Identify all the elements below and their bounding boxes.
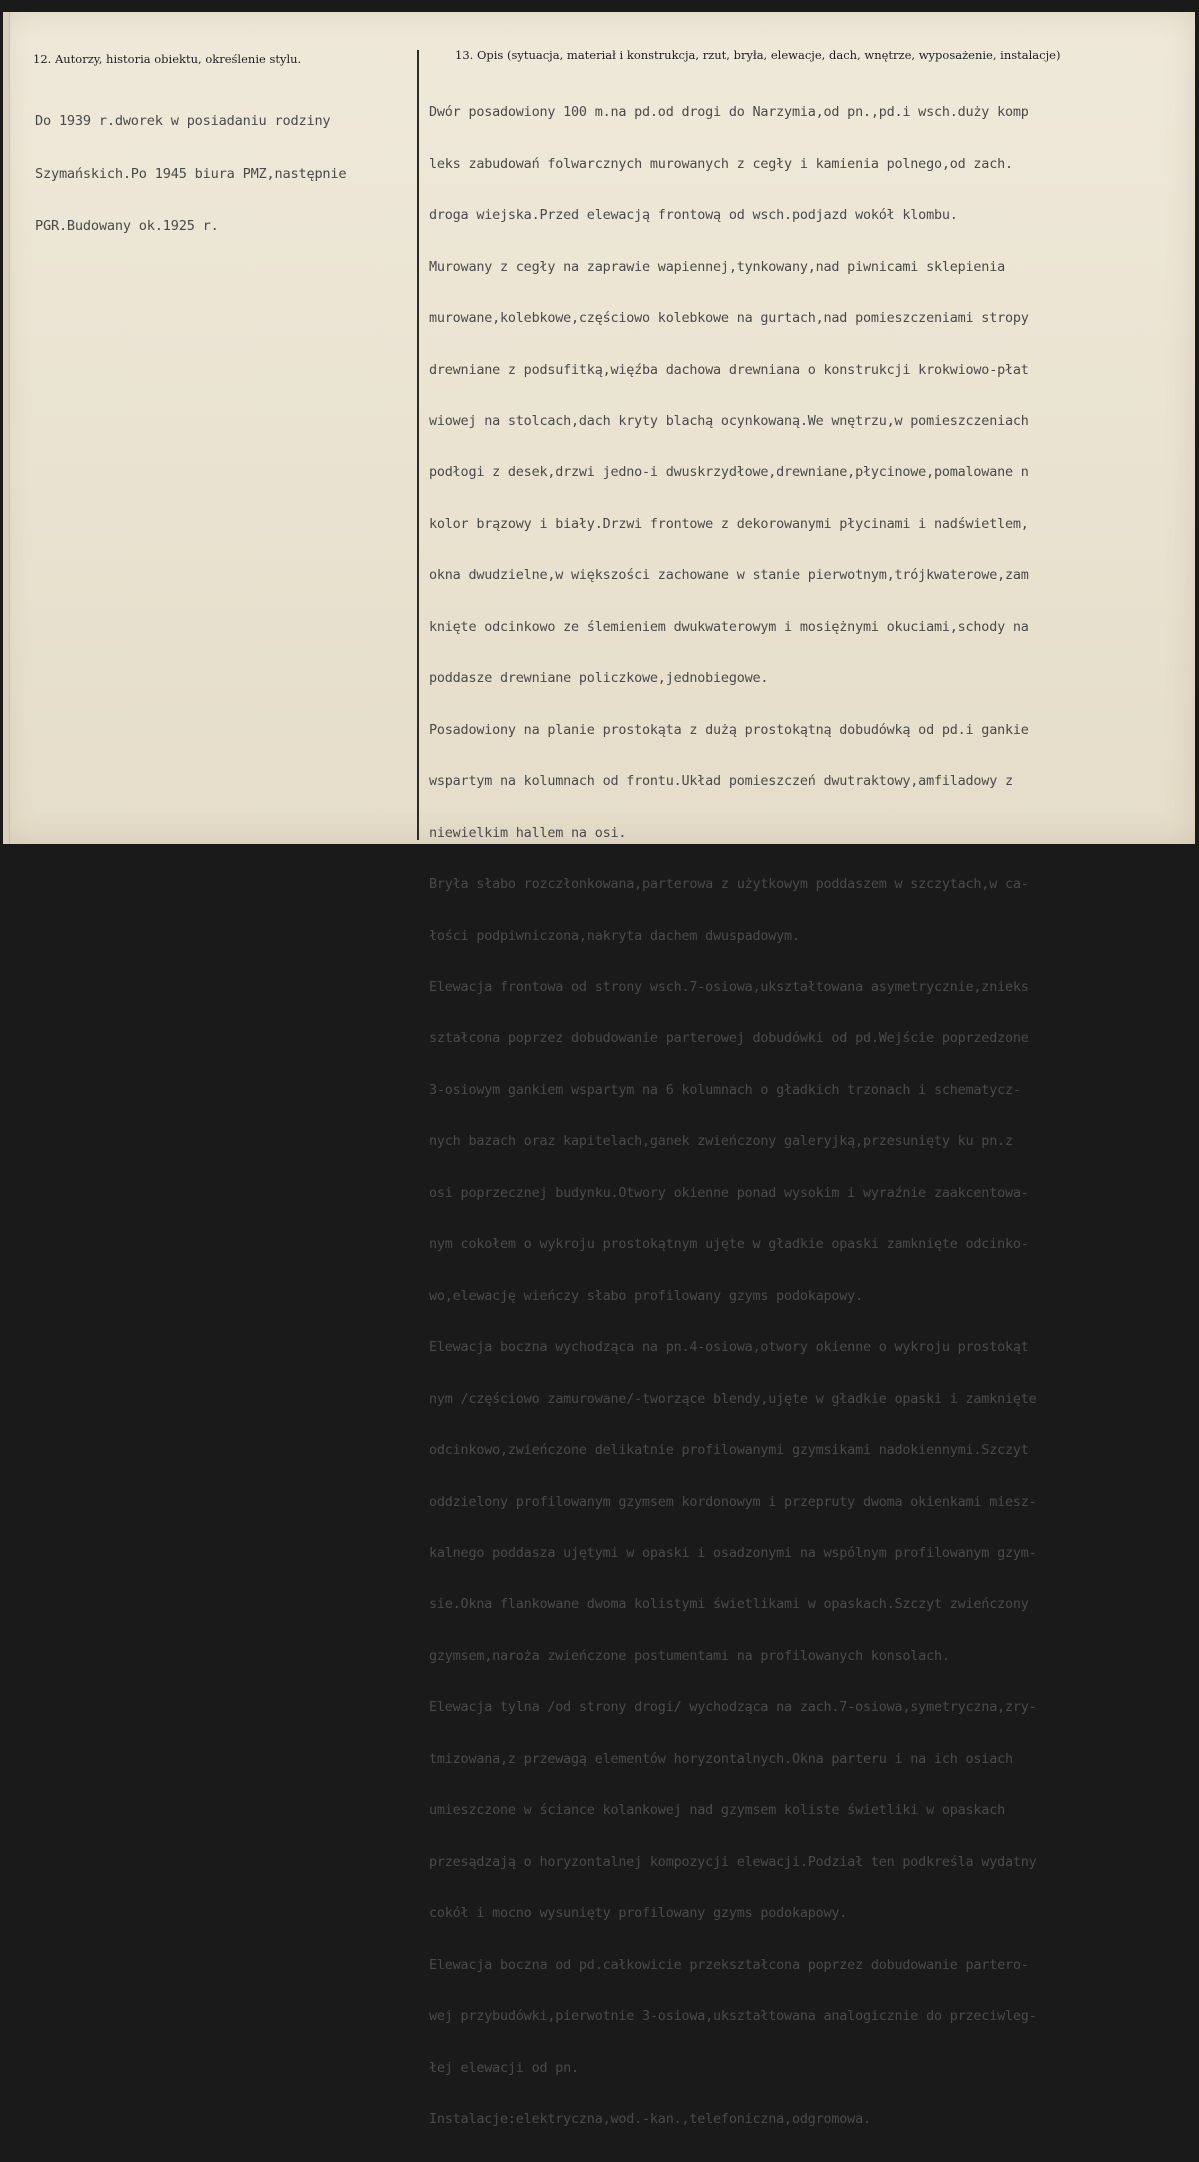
- description-line: Murowany z cegły na zaprawie wapiennej,tynkowany,nad piwnicami sklepienia: [429, 259, 1005, 275]
- description-line: łej elewacji od pn.: [429, 2060, 579, 2076]
- description-line: knięte odcinkowo ze ślemieniem dwukwaterowym i mosiężnymi okuciami,schody na: [429, 619, 1029, 635]
- section-13-header: 13. Opis (sytuacja, materiał i konstrukcja, rzut, bryła, elewacje, dach, wnętrze, wyposażenie, instalacje): [455, 48, 1061, 62]
- description-line: Posadowiony na planie prostokąta z dużą prostokątną dobudówką od pd.i gankie: [429, 722, 1029, 738]
- description-line: tmizowana,z przewagą elementów horyzontalnych.Okna parteru i na ich osiach: [429, 1751, 1013, 1767]
- description-line: ształcona poprzez dobudowanie parterowej dobudówki od pd.Wejście poprzedzone: [429, 1031, 1029, 1047]
- description-line: nym cokołem o wykroju prostokątnym ujęte w gładkie opaski zamknięte odcinko-: [429, 1237, 1029, 1253]
- description-line: Instalacje:elektryczna,wod.-kan.,telefoniczna,odgromowa.: [429, 2111, 871, 2127]
- description-line: cokół i mocno wysunięty profilowany gzyms podokapowy.: [429, 1906, 848, 1922]
- column-divider: [417, 50, 419, 840]
- description-line: łości podpiwniczona,nakryta dachem dwuspadowym.: [429, 928, 800, 944]
- description-line: wiowej na stolcach,dach kryty blachą ocynkowaną.We wnętrzu,w pomieszczeniach: [429, 414, 1029, 430]
- description-line: podłogi z desek,drzwi jedno-i dwuskrzydłowe,drewniane,płycinowe,pomalowane n: [429, 465, 1029, 481]
- description-line: odcinkowo,zwieńczone delikatnie profilowanymi gzymsikami nadokiennymi.Szczyt: [429, 1443, 1029, 1459]
- description-line: kolor brązowy i biały.Drzwi frontowe z dekorowanymi płycinami i nadświetlem,: [429, 516, 1029, 532]
- description-line: okna dwudzielne,w większości zachowane w stanie pierwotnym,trójkwaterowe,zam: [429, 568, 1029, 584]
- description-line: Bryła słabo rozczłonkowana,parterowa z użytkowym poddaszem w szczytach,w ca-: [429, 877, 1029, 893]
- description-line: kalnego poddasza ujętymi w opaski i osadzonymi na wspólnym profilowanym gzym-: [429, 1546, 1037, 1561]
- description-line: nych bazach oraz kapitelach,ganek zwieńczony galeryjką,przesunięty ku pn.z: [429, 1134, 1013, 1150]
- description-line: nym /częściowo zamurowane/-tworzące blendy,ujęte w gładkie opaski i zamknięte: [429, 1391, 1037, 1407]
- history-text-block: [35, 78, 346, 271]
- description-line: 3-osiowym gankiem wspartym na 6 kolumnach o gładkich trzonach i schematycz-: [429, 1082, 1021, 1098]
- description-line: wej przybudówki,pierwotnie 3-osiowa,ukształtowana analogicznie do przeciwleg-: [429, 2009, 1037, 2025]
- description-line: murowane,kolebkowe,częściowo kolebkowe na gurtach,nad pomieszczeniami stropy: [429, 311, 1029, 327]
- description-text-block: [429, 70, 1037, 2162]
- history-line: PGR.Budowany ok.1925 r.: [35, 218, 219, 234]
- description-line: Elewacja boczna od pd.całkowicie przekształcona poprzez dobudowanie partero-: [429, 1957, 1029, 1973]
- description-line: przesądzają o horyzontalnej kompozycji elewacji.Podział ten podkreśla wydatny: [429, 1854, 1037, 1870]
- description-line: gzymsem,naroża zwieńczone postumentami na profilowanych konsolach.: [429, 1648, 950, 1664]
- description-line: sie.Okna flankowane dwoma kolistymi świetlikami w opaskach.Szczyt zwieńczony: [429, 1597, 1029, 1613]
- section-12-header: 12. Autorzy, historia obiektu, określenie stylu.: [33, 52, 302, 66]
- description-line: Dwór posadowiony 100 m.na pd.od drogi do Narzymia,od pn.,pd.i wsch.duży komp: [429, 105, 1029, 121]
- description-line: Elewacja boczna wychodząca na pn.4-osiowa,otwory okienne o wykroju prostokąt: [429, 1340, 1029, 1356]
- description-line: drewniane z podsufitką,więźba dachowa drewniana o konstrukcji krokwiowo-płat: [429, 362, 1029, 378]
- description-line: leks zabudowań folwarcznych murowanych z cegły i kamienia polnego,od zach.: [429, 156, 1013, 172]
- description-line: niewielkim hallem na osi.: [429, 825, 627, 841]
- description-line: osi poprzecznej budynku.Otwory okienne ponad wysokim i wyraźnie zaakcentowa-: [429, 1185, 1029, 1201]
- description-line: poddasze drewniane policzkowe,jednobiegowe.: [429, 671, 769, 687]
- description-line: oddzielony profilowanym gzymsem kordonowym i przepruty dwoma okienkami miesz-: [429, 1494, 1037, 1510]
- history-line: Szymańskich.Po 1945 biura PMZ,następnie: [35, 165, 347, 182]
- description-line: Elewacja frontowa od strony wsch.7-osiowa,ukształtowana asymetrycznie,znieks: [429, 980, 1029, 996]
- paper-edge: [3, 12, 10, 844]
- document-sheet: [3, 12, 1195, 2127]
- description-line: droga wiejska.Przed elewacją frontową od wsch.podjazd wokół klombu.: [429, 208, 958, 224]
- description-line: wo,elewację wieńczy słabo profilowany gzyms podokapowy.: [429, 1288, 863, 1304]
- description-line: Elewacja tylna /od strony drogi/ wychodząca na zach.7-osiowa,symetryczna,zry-: [429, 1700, 1037, 1716]
- history-line: Do 1939 r.dworek w posiadaniu rodziny: [35, 113, 331, 129]
- description-line: wspartym na kolumnach od frontu.Układ pomieszczeń dwutraktowy,amfiladowy z: [429, 774, 1013, 790]
- description-line: umieszczone w ściance kolankowej nad gzymsem koliste świetliki w opaskach: [429, 1803, 1005, 1819]
